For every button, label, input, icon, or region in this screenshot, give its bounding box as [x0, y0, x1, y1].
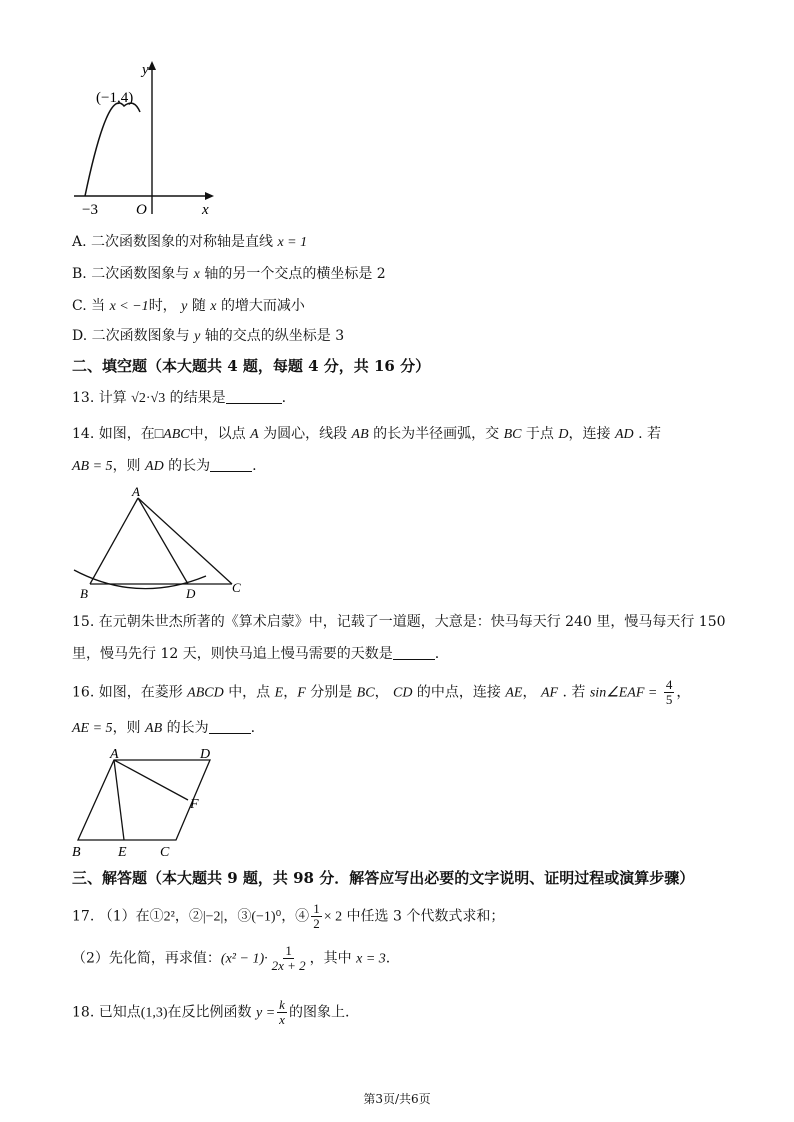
label-b: B [80, 586, 88, 601]
segment-ad [138, 498, 188, 584]
fraction-4-5: $\frac{4}{5}$ [665, 677, 673, 707]
section-3-heading: 三、解答题（本大题共 9 题，共 98 分．解答应写出必要的文字说明、证明过程或演算步骤） [72, 869, 695, 887]
label-a: A [132, 484, 140, 499]
origin-label: O [136, 202, 147, 218]
answer-blank[interactable] [393, 645, 435, 660]
fraction-1-2: $\frac{1}{2}$ [313, 901, 320, 931]
fraction-k-over-x: $\frac{k}{x}$ [279, 997, 285, 1027]
label-a: A [110, 747, 119, 762]
question-14-line-2: AB = 5，则 AD 的长为 . [72, 458, 257, 474]
label-d: D [200, 747, 211, 762]
question-13: 13. 计算 √2·√3 的结果是 . [72, 390, 287, 406]
label-d: D [186, 586, 196, 601]
x-axis-label: x [202, 202, 209, 218]
parabola-curve [85, 103, 140, 196]
segment-ac [138, 498, 232, 584]
section-2-heading: 二、填空题（本大题共 4 题，每题 4 分，共 16 分） [72, 357, 431, 375]
question-17-part-2: （2）先化简，再求值：(x² − 1)· $\frac{1}{2x + 2}$ ，其中 x = 3. [72, 943, 391, 973]
label-b: B [72, 845, 81, 860]
answer-blank[interactable] [210, 457, 252, 472]
question-17-part-1: 17. （1）在①2²，②|−2|，③(−1)⁰，④ $\frac{1}{2}$ × 2 中任选 3 个代数式求和； [72, 901, 505, 931]
answer-blank[interactable] [209, 719, 251, 734]
triangle-figure [68, 484, 258, 606]
label-e: E [118, 845, 127, 860]
fraction-1-over-2x-plus-2: $\frac{1}{2x + 2}$ [271, 943, 306, 973]
label-c: C [160, 845, 170, 860]
answer-blank[interactable] [226, 389, 282, 404]
y-axis-label: y [142, 62, 149, 78]
page-number: 第3页/共6页 [363, 1092, 431, 1106]
rhombus-figure [66, 744, 226, 862]
segment-ab [90, 498, 138, 584]
point-label: (−1,4) [96, 90, 134, 106]
option-c: C. 当 x < −1时， y 随 x 的增大而减小 [72, 298, 305, 314]
question-15-line-2: 里，慢马先行 12 天，则快马追上慢马需要的天数是 . [72, 646, 440, 662]
segment-ae [114, 760, 124, 840]
question-16-line-1: 16. 如图，在菱形 ABCD 中，点 E，F 分别是 BC， CD 的中点，连接 AE， AF . 若 sin∠EAF = $\frac{4}{5}$ ， [72, 677, 691, 707]
question-15-line-1: 15. 在元朝朱世杰所著的《算术启蒙》中，记载了一道题，大意是：快马每天行 240 里，慢马每天行 150 [72, 614, 726, 630]
label-f: F [190, 797, 199, 812]
root-label: −3 [82, 202, 98, 218]
segment-af [114, 760, 188, 800]
y-axis-arrow [148, 61, 156, 70]
question-14-line-1: 14. 如图，在□ABC中，以点 A 为圆心，线段 AB 的长为半径画弧，交 BC 于点 D，连接 AD . 若 [72, 426, 661, 442]
question-16-line-2: AE = 5，则 AB 的长为 . [72, 720, 256, 736]
option-a: A. 二次函数图象的对称轴是直线 x = 1 [72, 234, 308, 250]
x-axis-arrow [205, 192, 214, 200]
option-b: B. 二次函数图象与 x 轴的另一个交点的横坐标是 2 [72, 266, 386, 282]
parabola-graph [68, 56, 228, 221]
label-c: C [232, 580, 241, 595]
question-18: 18. 已知点(1,3)在反比例函数 y = $\frac{k}{x}$ 的图象上. [72, 997, 350, 1027]
option-d: D. 二次函数图象与 y 轴的交点的纵坐标是 3 [72, 328, 345, 344]
